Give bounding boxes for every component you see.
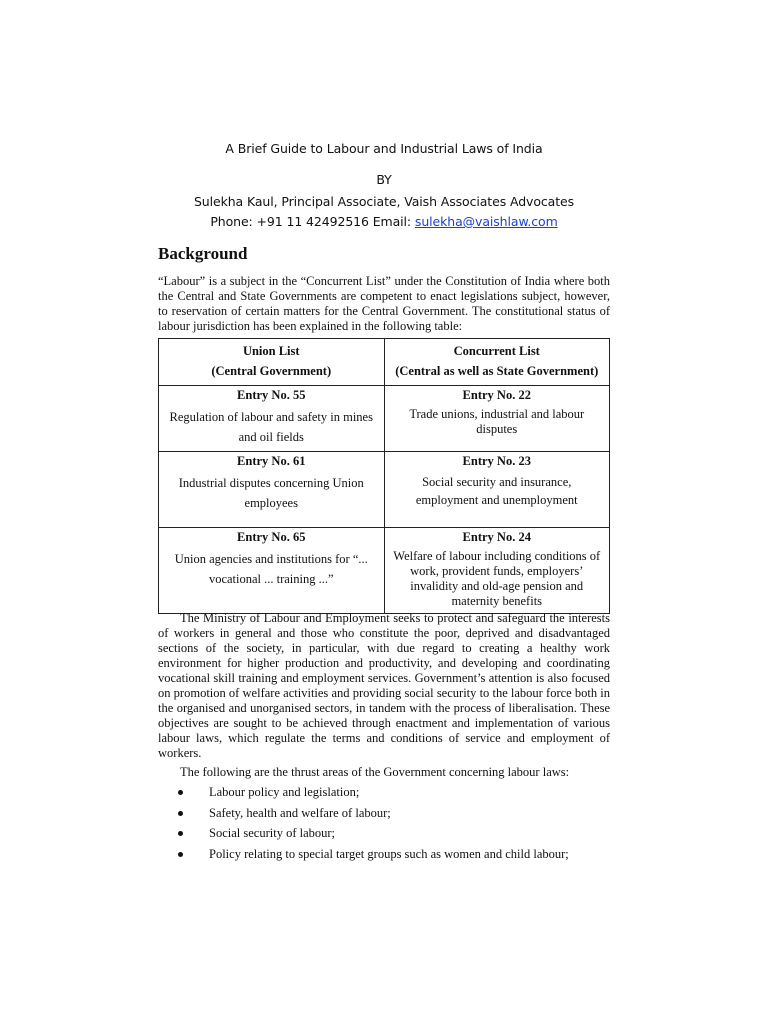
- table-row: [159, 528, 610, 614]
- concurrent-list-header: Concurrent List: [453, 344, 540, 358]
- list-item: Safety, health and welfare of labour;: [176, 806, 569, 827]
- intro-paragraph: “Labour” is a subject in the “Concurrent List” under the Constitution of India where both the Central and State Governments are competent to enact legislations subject, however, to reservation of certain matters for the Central Government. The constitutional status of labour jurisdiction has been explained in the following table:: [158, 274, 610, 333]
- by-line: BY: [376, 172, 392, 187]
- table-cell: [384, 386, 610, 452]
- entry-description: Trade unions, industrial and labour disputes: [409, 407, 585, 436]
- table-cell: [384, 528, 610, 614]
- phone-label: Phone: +91 11 42492516 Email:: [210, 214, 412, 229]
- list-item: Labour policy and legislation;: [176, 785, 569, 806]
- table-cell: [159, 386, 385, 452]
- entry-number: Entry No. 24: [462, 530, 531, 544]
- table-cell: [384, 452, 610, 528]
- table-row: [159, 386, 610, 452]
- thrust-intro: The following are the thrust areas of the Government concerning labour laws:: [180, 765, 570, 779]
- entry-number: Entry No. 65: [237, 530, 306, 544]
- entry-description: Regulation of labour and safety in mines and oil fields: [169, 410, 373, 444]
- entry-description: Social security and insurance, employment and unemployment: [415, 475, 578, 507]
- entry-description: Industrial disputes concerning Union employees: [178, 476, 364, 510]
- table-cell: [159, 528, 385, 614]
- concurrent-list-subheader: (Central as well as State Government): [395, 364, 599, 378]
- union-list-subheader: (Central Government): [211, 364, 332, 378]
- author-line: Sulekha Kaul, Principal Associate, Vaish Associates Advocates: [193, 194, 575, 209]
- table-row: [159, 452, 610, 528]
- section-heading: Background: [158, 244, 248, 263]
- entry-number: Entry No. 55: [237, 388, 306, 402]
- entry-description: Union agencies and institutions for “... vocational ... training ...”: [174, 552, 368, 586]
- entry-description: Welfare of labour including conditions of work, provident funds, employers’ invalidity and old-age pension and maternity benefits: [393, 549, 601, 608]
- thrust-areas-list: [176, 785, 569, 867]
- entry-number: Entry No. 23: [462, 454, 531, 468]
- table-header-row: [159, 339, 610, 386]
- ministry-paragraph: The Ministry of Labour and Employment seeks to protect and safeguard the interests of workers in general and those who constitute the poor, deprived and disadvantaged sections of the society, in particular, with due regard to creating a healthy work environment for higher production and productivity, and developing and coordinating vocational skill training and employment services. Government’s attention is also focused on promotion of welfare activities and providing social security to the labour force both in the organised and unorganised sectors, in tandem with the process of liberalisation. These objectives are sought to be achieved through enactment and implementation of various labour laws, which regulate the terms and conditions of service and employment of workers.: [158, 611, 610, 760]
- list-item: Policy relating to special target groups such as women and child labour;: [176, 847, 569, 868]
- list-item: Social security of labour;: [176, 826, 569, 847]
- entry-number: Entry No. 61: [237, 454, 306, 468]
- union-list-header-cell: [159, 339, 385, 386]
- union-list-header: Union List: [242, 344, 300, 358]
- document-title: A Brief Guide to Labour and Industrial Laws of India: [225, 141, 543, 156]
- labour-jurisdiction-table: [158, 338, 610, 614]
- email-link[interactable]: sulekha@vaishlaw.com: [414, 214, 558, 229]
- table-cell: [159, 452, 385, 528]
- concurrent-list-header-cell: [384, 339, 610, 386]
- entry-number: Entry No. 22: [462, 388, 531, 402]
- contact-line: [0, 214, 768, 229]
